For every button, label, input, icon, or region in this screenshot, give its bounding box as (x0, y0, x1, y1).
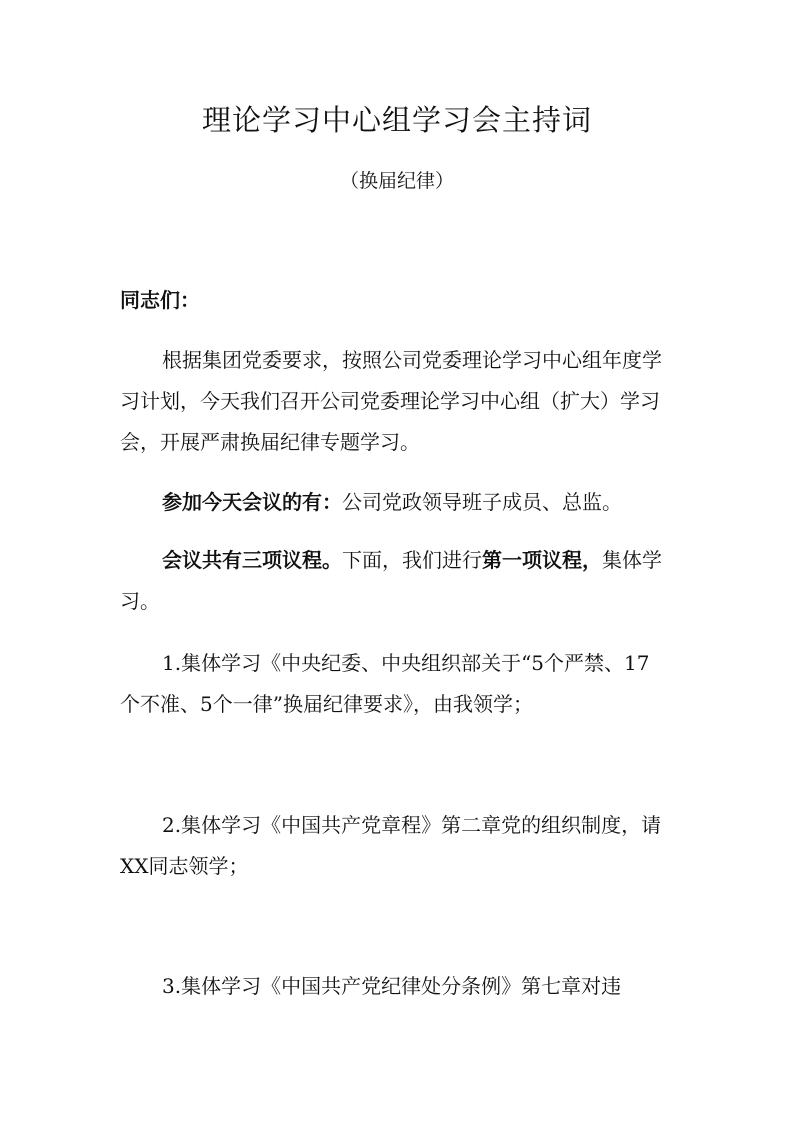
attendees-paragraph (120, 482, 665, 523)
agenda-item-label: 第一项议程， (482, 548, 602, 572)
intro-paragraph: 根据集团党委要求，按照公司党委理论学习中心组年度学习计划，今天我们召开公司党委理论学习中心组（扩大）学习会，开展严肃换届纪律专题学习。 (120, 348, 662, 454)
agenda-label: 会议共有三项议程。 (162, 548, 342, 572)
agenda-text-2: 集体学习。 (120, 548, 662, 613)
agenda-text-1: 下面，我们进行 (342, 548, 482, 572)
agenda-paragraph (120, 540, 665, 622)
document-title: 理论学习中心组学习会主持词 (201, 103, 592, 137)
agenda-item-3: 3.集体学习《中国共产党纪律处分条例》第七章对违 (162, 974, 622, 998)
agenda-item-1: 1.集体学习《中央纪委、中央组织部关于“5个严禁、17个不准、5个一律”换届纪律要求》，由我领学； (120, 651, 650, 716)
attendees-text: 公司党政领导班子成员、总监。 (342, 490, 622, 514)
salutation: 同志们： (120, 288, 200, 312)
document-subtitle: （换届纪律） (339, 170, 454, 192)
agenda-item-2: 2.集体学习《中国共产党章程》第二章党的组织制度，请XX同志领学； (120, 813, 662, 878)
attendees-label: 参加今天会议的有： (162, 490, 342, 514)
